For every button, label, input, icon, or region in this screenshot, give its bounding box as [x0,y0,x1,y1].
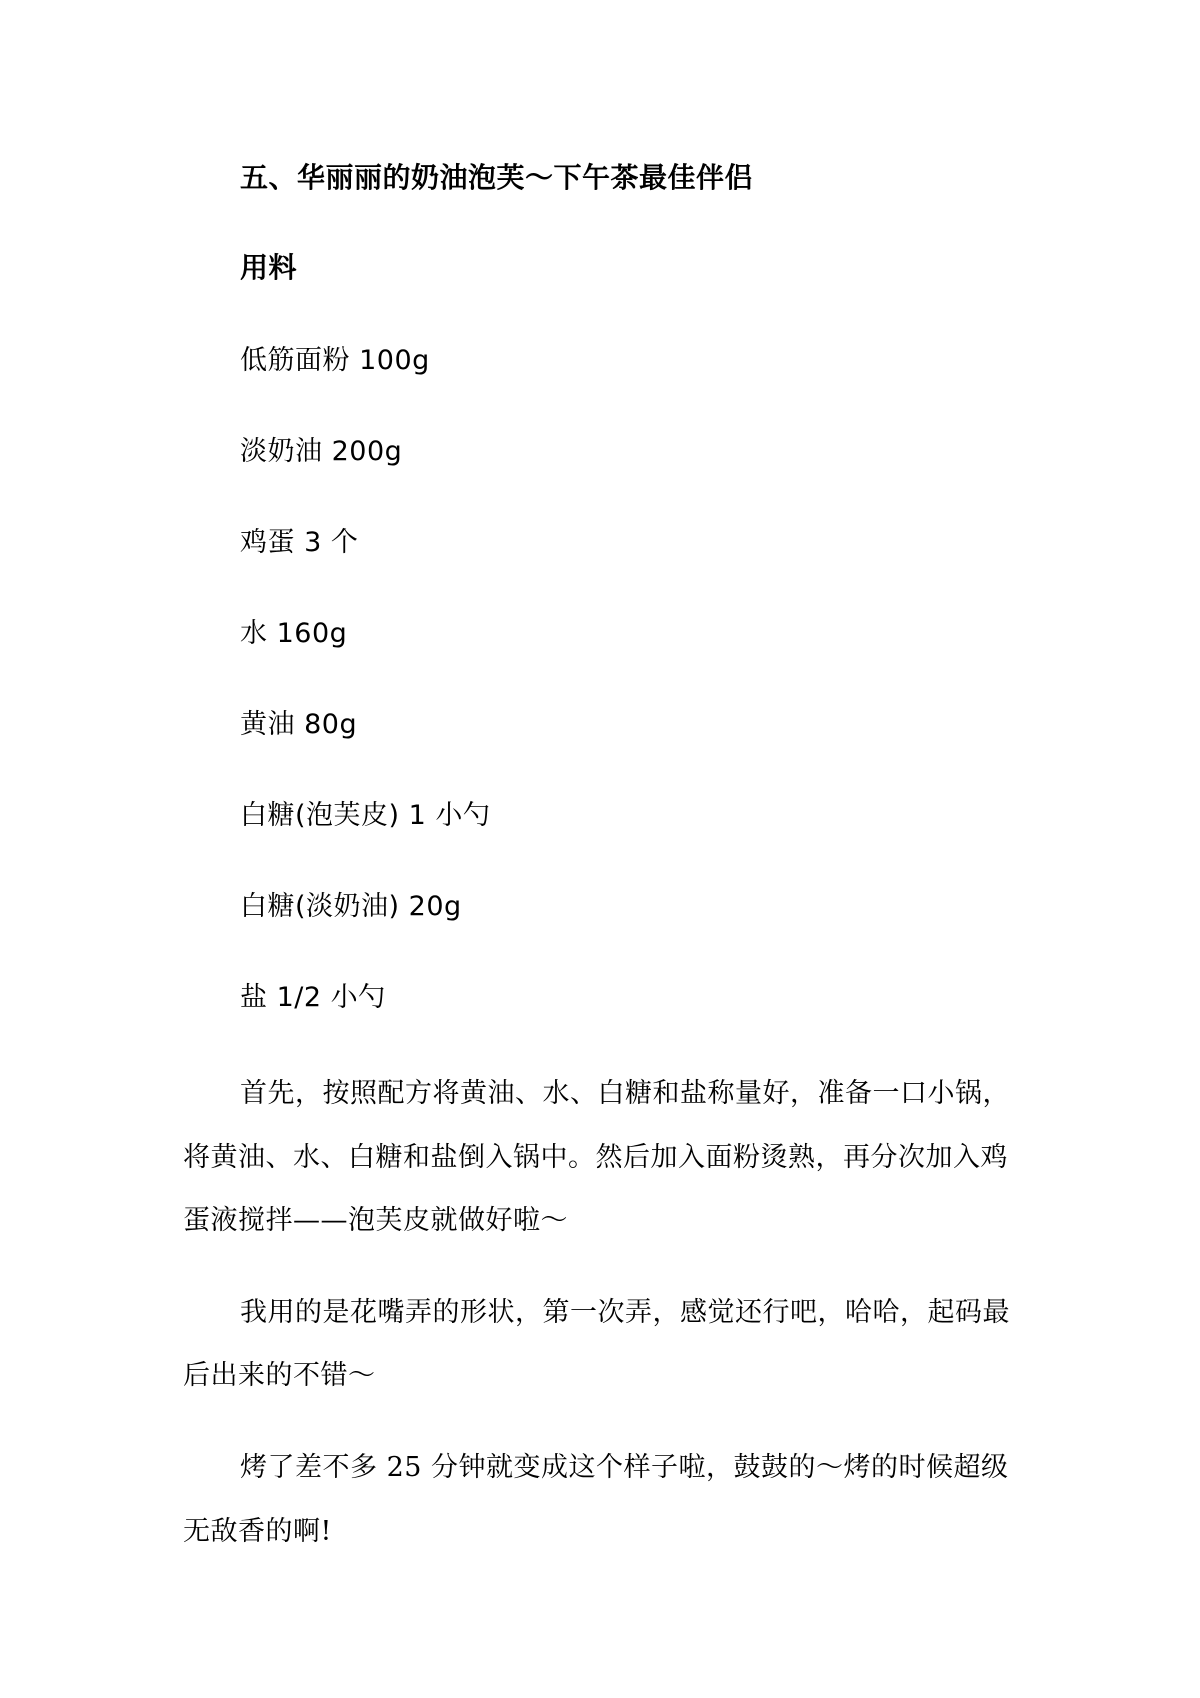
paragraph-line: 首先，按照配方将黄油、水、白糖和盐称量好，准备一口小锅， [240,1078,1010,1109]
ingredient-item: 水 160g [240,618,348,649]
ingredient-item: 鸡蛋 3 个 [240,527,359,558]
paragraph-line: 烤了差不多 25 分钟就变成这个样子啦，鼓鼓的～烤的时候超级 [240,1452,1009,1483]
ingredient-item: 白糖(淡奶油) 20g [240,891,462,922]
paragraph-line: 我用的是花嘴弄的形状，第一次弄，感觉还行吧，哈哈，起码最 [240,1297,1010,1328]
ingredient-item: 淡奶油 200g [240,436,403,467]
section-title: 五、华丽丽的奶油泡芙～下午茶最佳伴侣 [240,161,754,194]
paragraph-line: 后出来的不错～ [183,1360,376,1391]
ingredient-item: 白糖(泡芙皮) 1 小勺 [240,800,491,831]
ingredient-item: 黄油 80g [240,709,358,740]
ingredients-heading: 用料 [240,251,298,284]
paragraph-line: 蛋液搅拌——泡芙皮就做好啦～ [183,1205,568,1236]
ingredient-item: 低筋面粉 100g [240,345,430,376]
paragraph-line: 将黄油、水、白糖和盐倒入锅中。然后加入面粉烫熟，再分次加入鸡 [183,1142,1008,1173]
paragraph-line: 无敌香的啊! [183,1516,332,1547]
ingredient-item: 盐 1/2 小勺 [240,982,386,1013]
